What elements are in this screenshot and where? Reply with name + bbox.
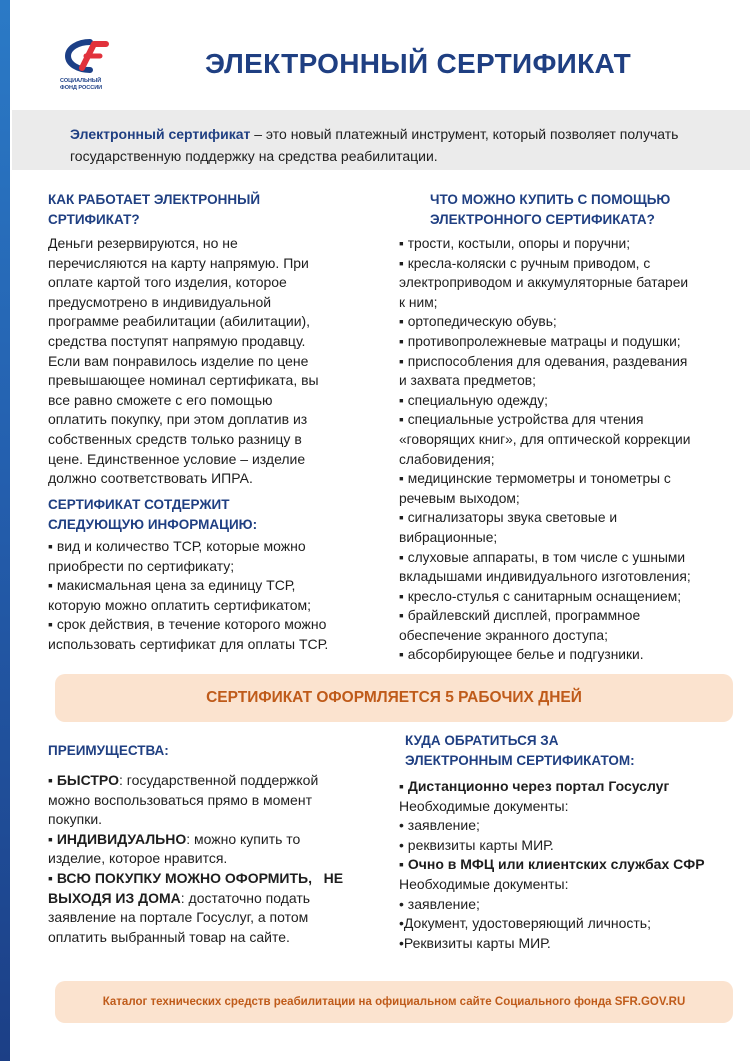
list-line [48, 810, 343, 830]
text-part: можно воспользоваться прямо в момент [48, 791, 312, 808]
text-line: превышающее номинал сертификата, вы [48, 372, 319, 389]
bold-part: ВЫХОДЯ ИЗ ДОМА [48, 889, 181, 906]
text-line: средства поступят напрямую продавцу. [48, 332, 306, 349]
sfr-logo-icon [60, 38, 112, 74]
list-line: вкладышами индивидуального изготовления; [399, 569, 691, 585]
list-line [48, 869, 343, 889]
list-line [48, 889, 343, 909]
list-line: ▪ сигнализаторы звука световые и [399, 510, 618, 526]
where-heading [405, 731, 635, 771]
list-line: ▪ брайлевский дисплей, программное [399, 608, 641, 624]
processing-time-banner: СЕРТИФИКАТ ОФОРМЛЯЕТСЯ 5 РАБОЧИХ ДНЕЙ [55, 674, 733, 722]
intro-text: – это новый платежный инструмент, который позволяет получать государственную поддержку на средства реабилитации. [70, 126, 679, 164]
intro-banner [12, 110, 750, 170]
text-part: : государственной поддержкой [118, 772, 319, 788]
text-line: оплате картой того изделия, которое [48, 274, 287, 291]
text-part: •Реквизиты карты МИР. [399, 934, 551, 951]
text-part: заявление на портале Госуслуг, а потом [48, 909, 309, 926]
bold-part: ▪ Очно в МФЦ или клиентских службах СФР [399, 856, 705, 873]
list-line: ▪ противопролежневые матрацы и подушки; [399, 333, 681, 349]
page-title: ЭЛЕКТРОННЫЙ СЕРТИФИКАТ [205, 48, 631, 79]
contains-heading [48, 495, 257, 535]
text-line: программе реабилитации (абилитации), [48, 313, 311, 330]
text-part: • заявление; [399, 895, 480, 912]
list-line: ▪ срок действия, в течение которого можно [48, 616, 327, 633]
bold-part: ▪ ВСЮ ПОКУПКУ МОЖНО ОФОРМИТЬ, НЕ [48, 869, 344, 886]
list-line [399, 816, 705, 836]
heading-line: СРТИФИКАТ? [48, 212, 140, 227]
bold-part: ▪ Дистанционно через портал Госуслуг [399, 778, 670, 794]
logo-line-2: ФОНД РОССИИ [60, 84, 103, 91]
contains-list [48, 537, 328, 655]
heading-line: ЧТО МОЖНО КУПИТЬ С ПОМОЩЬЮ [430, 192, 671, 207]
what-to-buy-list [399, 234, 691, 665]
list-line: и захвата предметов; [399, 373, 536, 389]
list-line: ▪ кресла-коляски с ручным приводом, с [399, 255, 651, 271]
heading-line: СЕРТИФИКАТ СОТДЕРЖИТ [48, 497, 230, 512]
list-line: ▪ вид и количество ТСР, которые можно [48, 538, 306, 554]
list-line [399, 875, 705, 895]
text-line: оплатить покупку, при этом доплатив из [48, 411, 308, 428]
list-line [48, 928, 343, 948]
text-line: перечисляются на карту напрямую. При [48, 254, 309, 271]
heading-line: ЭЛЕКТРОННЫМ СЕРТИФИКАТОМ: [405, 753, 635, 768]
text-part: • заявление; [399, 817, 480, 834]
list-line: обеспечение экранного доступа; [399, 627, 608, 643]
list-line [399, 777, 705, 797]
text-line: цене. Единственное условие – изделие [48, 450, 306, 467]
list-line: слабовидения; [399, 451, 495, 467]
list-line: приобрести по сертификату; [48, 557, 235, 574]
list-line: ▪ специальную одежду; [399, 392, 548, 408]
text-line: должно соответствовать ИПРА. [48, 470, 253, 487]
list-line: речевым выходом; [399, 490, 520, 506]
text-line: собственных средств только разницу в [48, 430, 302, 447]
text-line: все равно сможете с его помощью [48, 391, 273, 408]
list-line: ▪ ортопедическую обувь; [399, 314, 557, 330]
catalog-footer-banner: Каталог технических средств реабилитации на официальном сайте Социального фонда SFR.GOV.RU [55, 981, 733, 1023]
text-line: предусмотрено в индивидуальной [48, 293, 272, 310]
list-line: электроприводом и аккумуляторные батареи [399, 275, 689, 291]
list-line: ▪ трости, костыли, опоры и поручни; [399, 236, 631, 251]
heading-line: КУДА ОБРАТИТЬСЯ ЗА [405, 733, 559, 748]
list-line [48, 830, 343, 850]
list-line: «говорящих книг», для оптической коррекции [399, 431, 691, 447]
text-part: Необходимые документы: [399, 875, 569, 892]
heading-line: КАК РАБОТАЕТ ЭЛЕКТРОННЫЙ [48, 192, 261, 207]
list-line [48, 908, 343, 928]
list-line: ▪ макисмальная цена за единицу ТСР, [48, 577, 296, 594]
list-line: ▪ медицинские термометры и тонометры с [399, 471, 671, 487]
list-line: использовать сертификат для оплаты ТСР. [48, 635, 329, 652]
bold-part: ▪ ИНДИВИДУАЛЬНО [48, 830, 187, 847]
list-line [399, 855, 705, 875]
list-line: ▪ слуховые аппараты, в том числе с ушными [399, 549, 686, 565]
text-line: Если вам понравилось изделие по цене [48, 352, 309, 369]
text-part: изделие, которое нравится. [48, 850, 228, 867]
list-line: ▪ кресло-стулья с санитарным оснащением; [399, 588, 682, 604]
text-part: • реквизиты карты МИР. [399, 836, 554, 853]
list-line [399, 895, 705, 915]
list-line: вибрационные; [399, 529, 498, 545]
how-it-works-text [48, 234, 319, 489]
left-accent-stripe [0, 0, 10, 1061]
list-line [399, 934, 705, 954]
advantages-list [48, 771, 343, 947]
bold-part: ▪ БЫСТРО [48, 772, 119, 788]
text-part: : достаточно подать [180, 889, 311, 906]
text-part: Необходимые документы: [399, 797, 569, 814]
how-it-works-heading [48, 190, 260, 230]
text-part: покупки. [48, 811, 103, 828]
advantages-heading: ПРЕИМУЩЕСТВА: [48, 743, 169, 758]
list-line: ▪ специальные устройства для чтения [399, 412, 644, 428]
list-line [48, 849, 343, 869]
text-line: Деньги резервируются, но не [48, 235, 238, 251]
sfr-logo [60, 38, 118, 91]
list-line: ▪ приспособления для одевания, раздевания [399, 353, 688, 369]
what-to-buy-heading [430, 190, 670, 230]
list-line [399, 797, 705, 817]
text-part: : можно купить то [186, 830, 301, 847]
logo-text [60, 78, 118, 91]
list-line [48, 771, 343, 791]
list-line: к ним; [399, 294, 438, 310]
list-line [399, 914, 705, 934]
intro-term: Электронный сертификат [70, 126, 251, 142]
text-part: оплатить выбранный товар на сайте. [48, 928, 290, 945]
list-line: ▪ абсорбирующее белье и подгузники. [399, 647, 644, 663]
logo-line-1: СОЦИАЛЬНЫЙ [60, 78, 102, 84]
heading-line: ЭЛЕКТРОННОГО СЕРТИФИКАТА? [430, 212, 655, 227]
list-line [399, 836, 705, 856]
where-list [399, 777, 705, 953]
list-line: которую можно оплатить сертификатом; [48, 596, 311, 613]
list-line [48, 791, 343, 811]
heading-line: СЛЕДУЮЩУЮ ИНФОРМАЦИЮ: [48, 517, 258, 532]
text-part: •Документ, удостоверяющий личность; [399, 915, 651, 932]
